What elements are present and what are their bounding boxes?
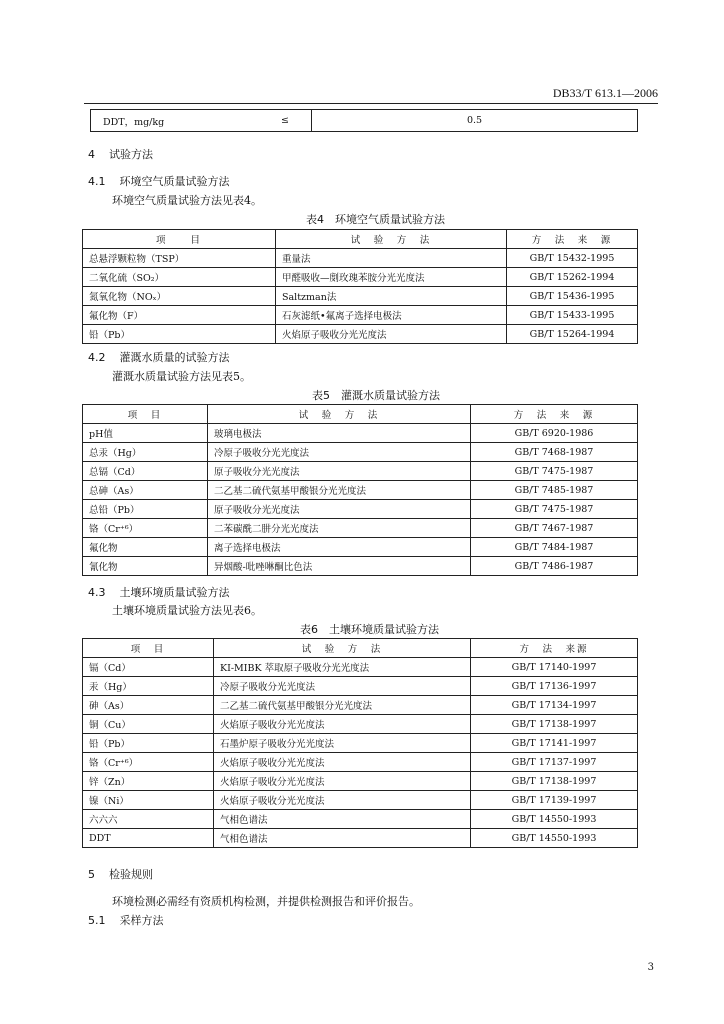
section-4-3-heading — [88, 584, 230, 600]
table-row — [83, 829, 638, 848]
table-cell: GB/T 17139-1997 — [471, 791, 638, 810]
section-4-2-text: 灌溉水质量试验方法见表5。 — [112, 370, 251, 383]
table-cell: 铅（Pb） — [83, 734, 214, 753]
table-row — [83, 810, 638, 829]
table-cell: 火焰原子吸收分光光度法 — [214, 715, 471, 734]
column-header: 项 目 — [83, 405, 208, 424]
table-cell: GB/T 7475-1987 — [471, 462, 638, 481]
section-number: 4.3 — [88, 586, 106, 599]
table-cell: 总镉（Cd） — [83, 462, 208, 481]
table-cell: 总悬浮颗粒物（TSP） — [83, 249, 276, 268]
table-cell: 二氧化硫（SO₂） — [83, 268, 276, 287]
table-cell: 镉（Cd） — [83, 658, 214, 677]
table-row — [83, 424, 638, 443]
section-title: 采样方法 — [119, 914, 164, 927]
column-header: 试 验 方 法 — [214, 639, 471, 658]
table-cell: GB/T 15436-1995 — [507, 287, 638, 306]
table-row — [83, 658, 638, 677]
table-cell: 铬（Cr⁺⁶） — [83, 519, 208, 538]
table-row — [83, 677, 638, 696]
section-number: 5.1 — [88, 914, 106, 927]
table-cell: GB/T 6920-1986 — [471, 424, 638, 443]
table-row — [83, 287, 638, 306]
table4 — [82, 229, 638, 344]
table-row — [91, 110, 638, 132]
section-number: 5 — [88, 868, 95, 881]
table-cell: ≤ — [259, 110, 312, 132]
section-title: 灌溉水质量的试验方法 — [119, 351, 230, 364]
table-cell: DDT — [83, 829, 214, 848]
page-number: 3 — [647, 962, 654, 973]
section-4-1-text: 环境空气质量试验方法见表4。 — [112, 194, 262, 207]
table-cell: 重量法 — [276, 249, 507, 268]
table-cell: 镍（Ni） — [83, 791, 214, 810]
table-cell: 总铅（Pb） — [83, 500, 208, 519]
section-4-heading — [88, 146, 153, 162]
section-title: 土壤环境质量试验方法 — [119, 586, 230, 599]
table-cell: 火焰原子吸收分光光度法 — [214, 791, 471, 810]
table-cell: DDT，mg/kg — [91, 110, 260, 132]
table-cell: 冷原子吸收分光光度法 — [208, 443, 471, 462]
table-row — [83, 519, 638, 538]
table-cell: GB/T 7485-1987 — [471, 481, 638, 500]
table-cell: GB/T 17141-1997 — [471, 734, 638, 753]
document-code: DB33/T 613.1—2006 — [552, 86, 658, 100]
table-cell: GB/T 7468-1987 — [471, 443, 638, 462]
table-cell: GB/T 17134-1997 — [471, 696, 638, 715]
table-cell: 铅（Pb） — [83, 325, 276, 344]
table-row — [83, 791, 638, 810]
table-cell: 总汞（Hg） — [83, 443, 208, 462]
column-header: 方 法 来 源 — [507, 230, 638, 249]
section-number: 4 — [88, 148, 95, 161]
table6 — [82, 638, 638, 848]
table-row — [83, 753, 638, 772]
table-row — [83, 249, 638, 268]
table-row — [83, 500, 638, 519]
column-header: 方 法 来 源 — [471, 405, 638, 424]
table-cell: 石灰滤纸•氟离子选择电极法 — [276, 306, 507, 325]
table-cell: 氮氧化物（NOₓ） — [83, 287, 276, 306]
table-cell: 锌（Zn） — [83, 772, 214, 791]
section-4-1-heading — [88, 173, 230, 189]
column-header: 试 验 方 法 — [276, 230, 507, 249]
section-5-1-heading — [88, 912, 164, 928]
table-cell: 铬（Cr⁺⁶） — [83, 753, 214, 772]
table-header-row — [83, 405, 638, 424]
table-header-row — [83, 230, 638, 249]
section-number: 4.1 — [88, 175, 106, 188]
table-cell: Saltzman法 — [276, 287, 507, 306]
table6-caption: 表6 土壤环境质量试验方法 — [300, 623, 439, 636]
table-row — [83, 772, 638, 791]
table-cell: 火焰原子吸收分光光度法 — [214, 772, 471, 791]
header-rule — [84, 103, 658, 104]
table-cell: GB/T 15433-1995 — [507, 306, 638, 325]
table-cell: 气相色谱法 — [214, 829, 471, 848]
section-4-3-text: 土壤环境质量试验方法见表6。 — [112, 604, 262, 617]
table-cell: 总砷（As） — [83, 481, 208, 500]
table-cell: 异烟酸-吡唑啉酮比色法 — [208, 557, 471, 576]
table-cell: GB/T 15262-1994 — [507, 268, 638, 287]
table-cell: KI-MIBK 萃取原子吸收分光光度法 — [214, 658, 471, 677]
table-cell: pH值 — [83, 424, 208, 443]
table-cell: GB/T 14550-1993 — [471, 810, 638, 829]
table-cell: 氰化物 — [83, 557, 208, 576]
table-cell: 石墨炉原子吸收分光光度法 — [214, 734, 471, 753]
table-cell: 0.5 — [312, 110, 638, 132]
table-row — [83, 268, 638, 287]
column-header: 项 目 — [83, 639, 214, 658]
section-5-heading — [88, 866, 153, 882]
section-title: 试验方法 — [109, 148, 153, 161]
table-cell: 汞（Hg） — [83, 677, 214, 696]
table-row — [83, 538, 638, 557]
table-cell: GB/T 17137-1997 — [471, 753, 638, 772]
table-cell: 二苯碳酰二肼分光光度法 — [208, 519, 471, 538]
table-row — [83, 734, 638, 753]
table-row — [83, 306, 638, 325]
table-cell: GB/T 7475-1987 — [471, 500, 638, 519]
table-cell: 氟化物 — [83, 538, 208, 557]
table-cell: GB/T 7484-1987 — [471, 538, 638, 557]
table-row — [83, 325, 638, 344]
table-cell: GB/T 7467-1987 — [471, 519, 638, 538]
table-cell: 铜（Cu） — [83, 715, 214, 734]
table-cell: 火焰原子吸收分光光度法 — [276, 325, 507, 344]
table-cell: 原子吸收分光光度法 — [208, 462, 471, 481]
table-cell: GB/T 15264-1994 — [507, 325, 638, 344]
table-cell: 冷原子吸收分光光度法 — [214, 677, 471, 696]
table-cell: GB/T 17138-1997 — [471, 715, 638, 734]
table-cell: 氟化物（F） — [83, 306, 276, 325]
table-cell: 气相色谱法 — [214, 810, 471, 829]
table5-caption: 表5 灌溉水质量试验方法 — [312, 389, 440, 402]
table4-caption: 表4 环境空气质量试验方法 — [306, 213, 445, 226]
table-cell: GB/T 17136-1997 — [471, 677, 638, 696]
table-cell: GB/T 14550-1993 — [471, 829, 638, 848]
table-cell: GB/T 17140-1997 — [471, 658, 638, 677]
table-row — [83, 443, 638, 462]
table-row — [83, 462, 638, 481]
section-number: 4.2 — [88, 351, 106, 364]
column-header: 方 法 来源 — [471, 639, 638, 658]
column-header: 试 验 方 法 — [208, 405, 471, 424]
table-row — [83, 557, 638, 576]
section-4-2-heading — [88, 349, 230, 365]
table-header-row — [83, 639, 638, 658]
table-row — [83, 715, 638, 734]
table-cell: 二乙基二硫代氨基甲酸银分光光度法 — [214, 696, 471, 715]
table-cell: 原子吸收分光光度法 — [208, 500, 471, 519]
continued-table — [90, 109, 638, 132]
table-cell: 离子选择电极法 — [208, 538, 471, 557]
table-cell: GB/T 7486-1987 — [471, 557, 638, 576]
table5 — [82, 404, 638, 576]
table-cell: 砷（As） — [83, 696, 214, 715]
section-title: 检验规则 — [109, 868, 153, 881]
table-cell: 六六六 — [83, 810, 214, 829]
table-row — [83, 481, 638, 500]
table-cell: 火焰原子吸收分光光度法 — [214, 753, 471, 772]
table-cell: GB/T 17138-1997 — [471, 772, 638, 791]
table-cell: GB/T 15432-1995 — [507, 249, 638, 268]
table-cell: 二乙基二硫代氨基甲酸银分光光度法 — [208, 481, 471, 500]
section-5-text: 环境检测必需经有资质机构检测，并提供检测报告和评价报告。 — [112, 895, 420, 908]
table-cell: 甲醛吸收—剫玫瑰苯胺分光光度法 — [276, 268, 507, 287]
column-header: 项 目 — [83, 230, 276, 249]
table-cell: 玻璃电极法 — [208, 424, 471, 443]
table-row — [83, 696, 638, 715]
section-title: 环境空气质量试验方法 — [119, 175, 230, 188]
